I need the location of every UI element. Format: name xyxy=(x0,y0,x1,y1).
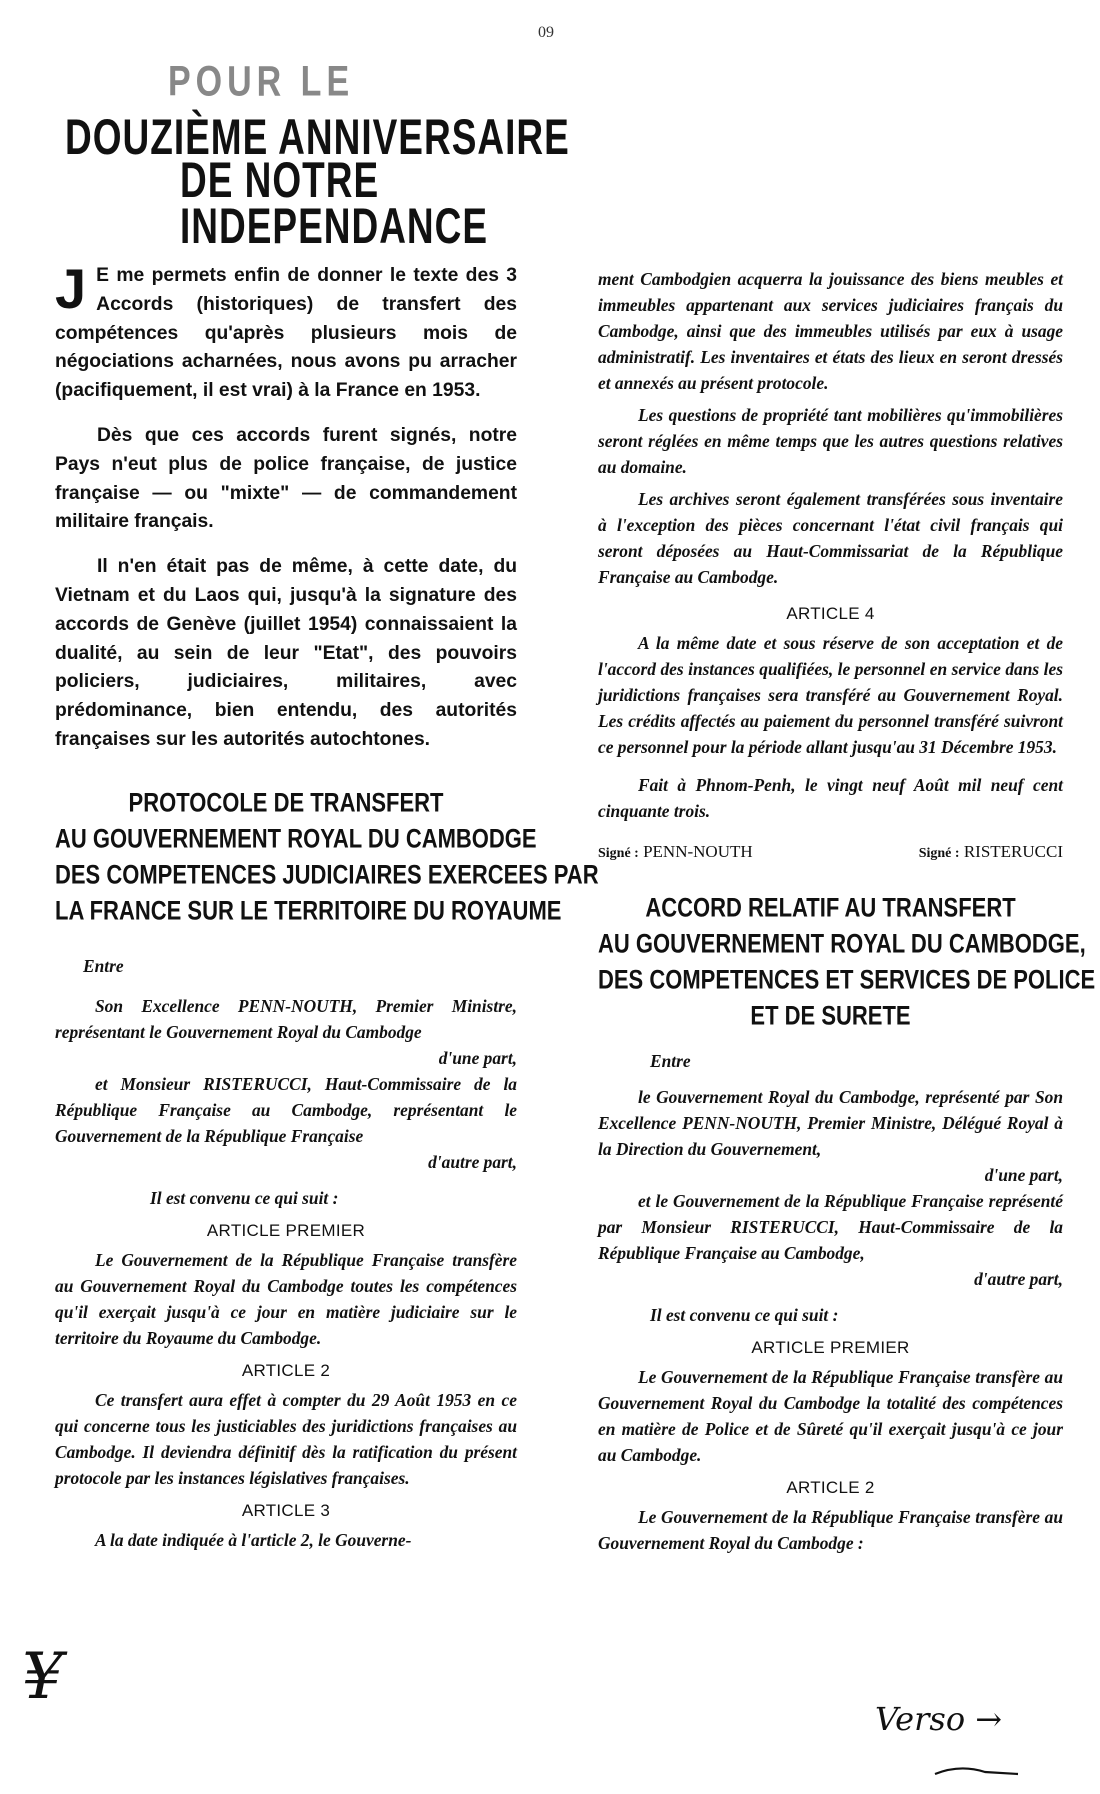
accord-party-1: le Gouvernement Royal du Cambodge, représenté par Son Excellence PENN-NOUTH, Premier Ministre, Délégué Royal à la Direction du Gouvernement, xyxy=(598,1087,1063,1159)
accord-title-line: DES COMPETENCES ET SERVICES DE POLICE xyxy=(598,964,1096,995)
accord-title-line: AU GOUVERNEMENT ROYAL DU CAMBODGE, xyxy=(598,928,1086,959)
accord-convenu: Il est convenu ce qui suit : xyxy=(650,1305,839,1325)
protocole-convenu: Il est convenu ce qui suit : xyxy=(150,1187,339,1208)
protocole-party-1: Son Excellence PENN-NOUTH, Premier Ministre, représentant le Gouvernement Royal du Cambodge xyxy=(55,995,517,1042)
intro-paragraph-3: Il n'en était pas de même, à cette date, du Vietnam et du Laos qui, jusqu'à la signature des accords de Genève (juillet 1954) connaissaient la dualité, au sein de leur "Etat", des pouvoirs policiers, judiciaires, militaires, avec prédominance, bien entendu, des autorités françaises sur les autorités autochtones. xyxy=(55,556,517,750)
protocole-article-1-title: ARTICLE PREMIER xyxy=(206,1220,366,1240)
protocole-title-line: DES COMPETENCES JUDICIAIRES EXERCEES PAR xyxy=(55,859,599,890)
heading-pour-le: POUR LE xyxy=(168,58,355,106)
signature-risterucci: Signé : RISTERUCCI xyxy=(918,842,1063,861)
left-column xyxy=(55,257,599,1553)
accord-article-1-title: ARTICLE PREMIER xyxy=(751,1338,910,1357)
protocole-title-line: LA FRANCE SUR LE TERRITOIRE DU ROYAUME xyxy=(55,895,562,926)
accord-title-line: ET DE SURETE xyxy=(750,1000,911,1031)
accord-entre: Entre xyxy=(650,1051,691,1071)
accord-title xyxy=(598,890,1096,1034)
intro-paragraph-1: J E me permets enfin de donner le texte des 3 Accords (historiques) de transfert des compétences qu'après plusieurs mois de négociations acharnées, nous avons pu arracher (pacifiquement, il est vrai) à la France en 1953. xyxy=(55,257,517,402)
verso-underline-stroke xyxy=(930,1752,1020,1782)
protocole-title-line: AU GOUVERNEMENT ROYAL DU CAMBODGE xyxy=(55,823,537,854)
protocole-entre: Entre xyxy=(83,955,124,976)
protocole-signatures xyxy=(598,842,1063,862)
heading-line-1: DOUZIÈME ANNIVERSAIRE xyxy=(65,109,570,165)
protocole-article-4-text: A la même date et sous réserve de son acceptation et de l'accord des instances qualifiées, le personnel en service dans les juridictions françaises sera transféré au Gouvernement Royal. Les crédits affectés au paiement du personnel transféré suivront ce personnel pour la période allant jusqu'au 31 Décembre 1953. xyxy=(598,633,1063,757)
protocole-fait: Fait à Phnom-Penh, le vingt neuf Août mil neuf cent cinquante trois. xyxy=(598,775,1063,821)
protocole-article-4-title: ARTICLE 4 xyxy=(786,604,875,623)
accord-article-2-title: ARTICLE 2 xyxy=(786,1478,875,1497)
heading-line-3: INDEPENDANCE xyxy=(180,198,489,254)
accord-article-1-text: Le Gouvernement de la République Française transfère au Gouvernement Royal du Cambodge la totalité des compétences en matière de Police et de Sûreté qu'il exerçait jusqu'à ce jour au Cambodge. xyxy=(598,1367,1063,1465)
protocole-title-line: PROTOCOLE DE TRANSFERT xyxy=(128,787,444,818)
protocole-party-2: et Monsieur RISTERUCCI, Haut-Commissaire de la République Française au Cambodge, représentant le Gouvernement de la République Française xyxy=(55,1073,517,1146)
accord-dune-part: d'une part, xyxy=(984,1165,1063,1185)
drop-cap: J xyxy=(55,257,87,320)
protocole-article-3-title: ARTICLE 3 xyxy=(241,1500,331,1520)
right-column xyxy=(598,266,1096,1556)
accord-party-2: et le Gouvernement de la République Française représenté par Monsieur RISTERUCCI, Haut-Commissaire de la République Française au Cambodge, xyxy=(598,1191,1063,1263)
accord-dautre-part: d'autre part, xyxy=(974,1269,1063,1289)
accord-article-2-text: Le Gouvernement de la République Française transfère au Gouvernement Royal du Cambodge : xyxy=(598,1507,1063,1553)
protocole-article-2-title: ARTICLE 2 xyxy=(241,1360,331,1380)
protocole-dune-part: d'une part, xyxy=(438,1047,517,1068)
protocole-article-3-paragraph-2: Les questions de propriété tant mobilières qu'immobilières seront réglées en même temps que les autres questions relatives au domaine. xyxy=(598,405,1063,477)
intro-paragraph-2: Dès que ces accords furent signés, notre Pays n'eut plus de police française, de justice française — ou "mixte" — de commandement militaire français. xyxy=(55,424,517,533)
protocole-article-2-text: Ce transfert aura effet à compter du 29 Août 1953 en ce qui concerne tous les justiciables des juridictions françaises au Cambodge. Il deviendra définitif dès la ratification du présent protocole par les instances législatives françaises. xyxy=(55,1389,517,1488)
protocole-article-3-continued: ment Cambodgien acquerra la jouissance des biens meubles et immeubles appartenant aux services judiciaires français du Cambodge, ainsi que des immeubles utilisés par eux à usage administratif. Les inventaires et états des lieux en seront dressés et annexés au présent protocole. xyxy=(598,269,1063,393)
margin-handwritten-mark: ¥ xyxy=(22,1640,63,1714)
protocole-article-3-text: A la date indiquée à l'article 2, le Gouverne- xyxy=(95,1529,412,1550)
protocole-article-1-text: Le Gouvernement de la République Française transfère au Gouvernement Royal du Cambodge toutes les compétences qu'il exerçait jusqu'à ce jour en matière judiciaire sur le territoire du Royaume du Cambodge. xyxy=(55,1249,517,1348)
protocole-title xyxy=(55,785,599,929)
page-number: 09 xyxy=(538,24,554,41)
protocole-article-3-paragraph-3: Les archives seront également transférées sous inventaire à l'exception des pièces concernant l'état civil français qui seront déposées au Haut-Commissariat de la République Française au Cambodge. xyxy=(598,489,1063,587)
signature-penn-nouth: Signé : PENN-NOUTH xyxy=(598,842,753,861)
heading-line-2: DE NOTRE xyxy=(180,152,380,208)
verso-handwritten-note: Verso → xyxy=(875,1700,1003,1738)
protocole-dautre-part: d'autre part, xyxy=(428,1151,517,1172)
accord-title-line: ACCORD RELATIF AU TRANSFERT xyxy=(645,892,1016,923)
